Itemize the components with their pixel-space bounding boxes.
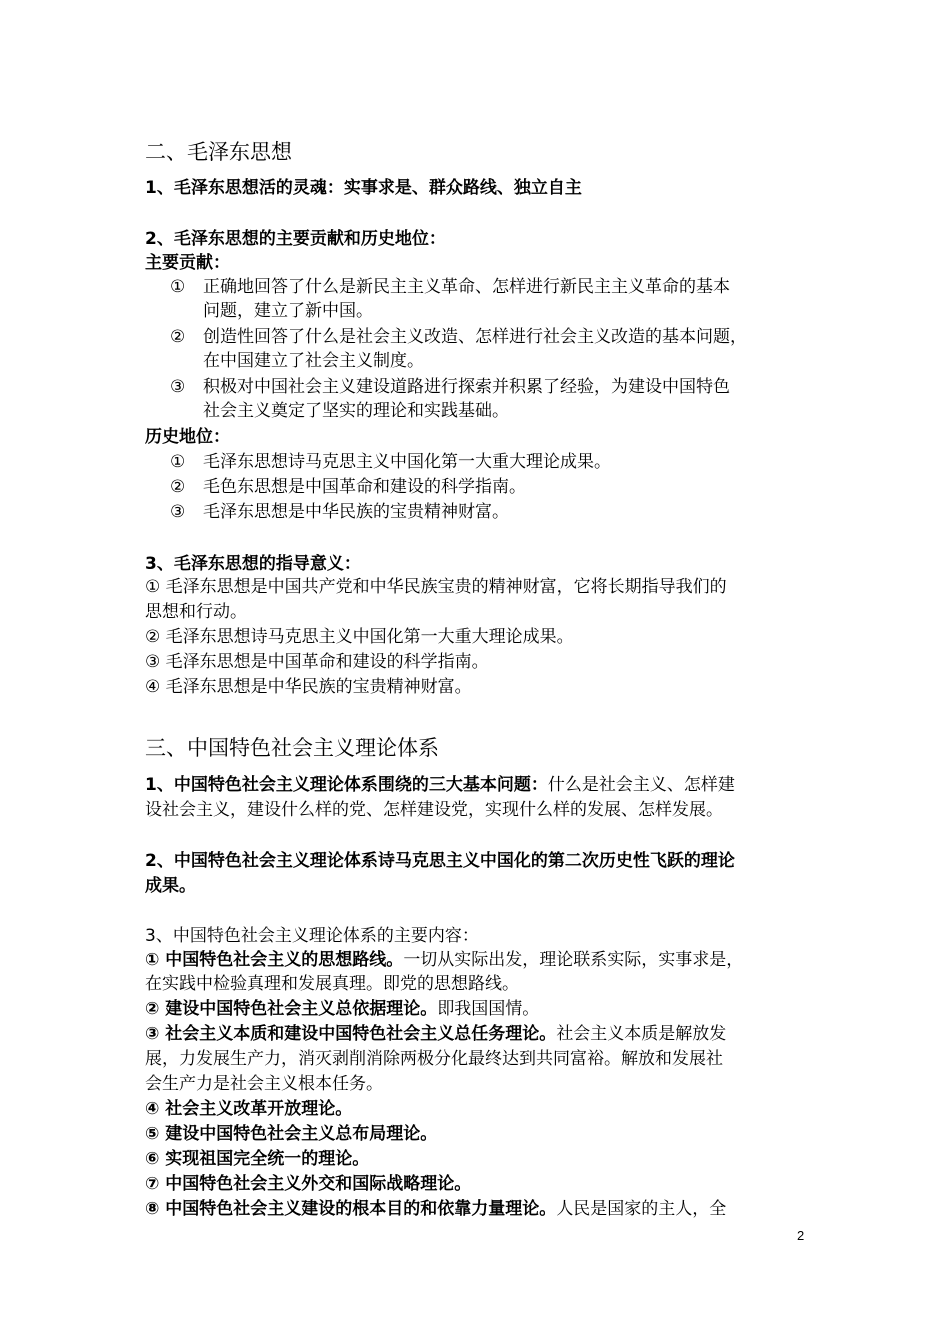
content-8-line-1 [145, 1197, 726, 1221]
status-label: 历史地位： [145, 427, 230, 447]
content-1-line-2: 在实践中检验真理和发展真理。即党的思想路线。 [145, 974, 519, 994]
contribution-1-line-1: 正确地回答了什么是新民主主义革命、怎样进行新民主主义革命的基本 [203, 277, 730, 297]
content-6: ⑥ 实现祖国完全统一的理论。 [145, 1149, 370, 1169]
content-1-line-1 [145, 948, 743, 972]
content-2-rest: 即我国国情。 [437, 999, 540, 1019]
content-2-bold: ② 建设中国特色社会主义总依据理论。 [145, 999, 438, 1019]
contribution-2-marker: ② [170, 327, 186, 347]
guidance-line-5: ④ 毛泽东思想是中华民族的宝贵精神财富。 [145, 677, 472, 697]
content-3-line-1 [145, 1022, 726, 1046]
contribution-1-marker: ① [170, 277, 186, 297]
status-1-text: 毛泽东思想诗马克思主义中国化第一大重大理论成果。 [203, 452, 611, 472]
contribution-2-line-2: 在中国建立了社会主义制度。 [203, 351, 424, 371]
section-3-point-2-line-1: 2、中国特色社会主义理论体系诗马克思主义中国化的第二次历史性飞跃的理论 [145, 851, 735, 871]
section-3-point-3-heading: 3、中国特色社会主义理论体系的主要内容： [145, 926, 479, 946]
content-8-bold: ⑧ 中国特色社会主义建设的根本目的和依靠力量理论。 [145, 1199, 557, 1219]
guidance-line-3: ② 毛泽东思想诗马克思主义中国化第一大重大理论成果。 [145, 627, 574, 647]
content-5: ⑤ 建设中国特色社会主义总布局理论。 [145, 1124, 438, 1144]
section-3-point-1-rest: 什么是社会主义、怎样建 [547, 775, 735, 795]
status-2-marker: ② [170, 477, 186, 497]
content-3-line-2: 展，力发展生产力，消灭剥削消除两极分化最终达到共同富裕。解放和发展社 [145, 1049, 723, 1069]
section-3-point-1-line-1 [145, 773, 735, 797]
status-3-text: 毛泽东思想是中华民族的宝贵精神财富。 [203, 502, 509, 522]
content-3-line-3: 会生产力是社会主义根本任务。 [145, 1074, 383, 1094]
section-3-point-1-line-2: 设社会主义，建设什么样的党、怎样建设党，实现什么样的发展、怎样发展。 [145, 800, 723, 820]
guidance-line-2: 思想和行动。 [145, 602, 247, 622]
content-3-rest: 社会主义本质是解放发 [556, 1024, 727, 1044]
contribution-3-line-2: 社会主义奠定了坚实的理论和实践基础。 [203, 401, 509, 421]
content-1-bold: ① 中国特色社会主义的思想路线。 [145, 950, 404, 970]
section-2-point-2-heading: 2、毛泽东思想的主要贡献和历史地位： [145, 229, 446, 249]
section-2-point-3-heading: 3、毛泽东思想的指导意义： [145, 554, 361, 574]
status-3-marker: ③ [170, 502, 186, 522]
content-2 [145, 997, 539, 1021]
guidance-line-1: ① 毛泽东思想是中国共产党和中华民族宝贵的精神财富，它将长期指导我们的 [145, 577, 727, 597]
status-2-text: 毛色东思想是中国革命和建设的科学指南。 [203, 477, 526, 497]
content-1-rest: 一切从实际出发，理论联系实际，实事求是， [403, 950, 744, 970]
section-3-point-1-bold: 1、中国特色社会主义理论体系围绕的三大基本问题： [145, 775, 548, 795]
contribution-3-line-1: 积极对中国社会主义建设道路进行探索并积累了经验，为建设中国特色 [203, 377, 730, 397]
contribution-1-line-2: 问题，建立了新中国。 [203, 301, 373, 321]
content-4: ④ 社会主义改革开放理论。 [145, 1099, 353, 1119]
contribution-3-marker: ③ [170, 377, 186, 397]
section-2-point-1: 1、毛泽东思想活的灵魂：实事求是、群众路线、独立自主 [145, 178, 582, 198]
section-3-point-2-line-2: 成果。 [145, 876, 196, 896]
content-8-rest: 人民是国家的主人，全 [556, 1199, 727, 1219]
contributions-label: 主要贡献： [145, 253, 230, 273]
content-7: ⑦ 中国特色社会主义外交和国际战略理论。 [145, 1174, 472, 1194]
guidance-line-4: ③ 毛泽东思想是中国革命和建设的科学指南。 [145, 652, 489, 672]
content-3-bold: ③ 社会主义本质和建设中国特色社会主义总任务理论。 [145, 1024, 557, 1044]
section-3-title: 三、中国特色社会主义理论体系 [145, 736, 439, 760]
section-2-title: 二、毛泽东思想 [145, 140, 292, 164]
page-number: 2 [797, 1228, 805, 1243]
status-1-marker: ① [170, 452, 186, 472]
contribution-2-line-1: 创造性回答了什么是社会主义改造、怎样进行社会主义改造的基本问题， [203, 327, 747, 347]
